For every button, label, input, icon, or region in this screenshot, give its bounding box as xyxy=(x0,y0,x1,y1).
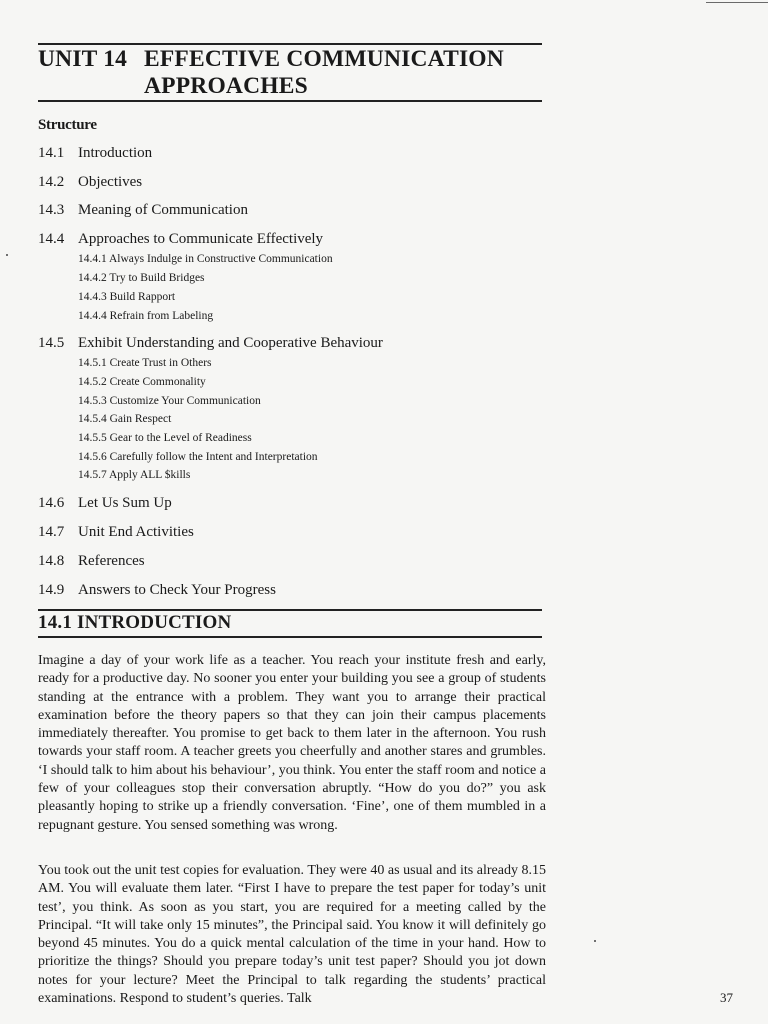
body-paragraph: You took out the unit test copies for evaluation. They were 40 as usual and its already 8.15 AM. You will evaluate them later. “First I have to prepare the test paper for today’s unit test’, you think. As soon as you start, you are required for a meeting called by the Principal. “It will take only 15 minutes”, the Principal said. You know it will definitely go beyond 45 minutes. You do a quick mental calculation of the time in your hand. How to prioritize the things? Should you prepare today’s unit test paper? Should you jot down notes for your lecture? Meet the Principal to talk regarding the students’ practical examinations. Respond to student’s queries. Talk xyxy=(38,863,546,1007)
toc-subitem: 14.5.6 Carefully follow the Intent and Interpretation xyxy=(78,451,318,463)
page-number: 37 xyxy=(720,990,733,1005)
section-heading: 14.1 INTRODUCTION xyxy=(38,612,232,633)
scan-speck xyxy=(6,254,8,256)
toc-item: 14.9 Answers to Check Your Progress xyxy=(38,582,276,598)
toc-item: 14.3 Meaning of Communication xyxy=(38,202,248,218)
section-top-rule xyxy=(38,609,542,611)
toc-subitem: 14.5.5 Gear to the Level of Readiness xyxy=(78,432,252,444)
toc-subitem: 14.4.3 Build Rapport xyxy=(78,291,176,303)
unit-title-line2: APPROACHES xyxy=(144,73,308,99)
unit-title-line1: EFFECTIVE COMMUNICATION xyxy=(144,46,504,72)
toc-item: 14.7 Unit End Activities xyxy=(38,524,194,540)
section-bottom-rule xyxy=(38,636,542,638)
unit-number: UNIT 14 xyxy=(38,46,128,72)
toc-subitem: 14.4.2 Try to Build Bridges xyxy=(78,272,205,284)
unit-title xyxy=(38,46,558,100)
toc-item: 14.1 Introduction xyxy=(38,145,153,161)
title-top-rule xyxy=(38,43,542,45)
toc-item: 14.6 Let Us Sum Up xyxy=(38,495,172,511)
toc-subitem: 14.5.2 Create Commonality xyxy=(78,376,206,388)
toc-subitem: 14.5.1 Create Trust in Others xyxy=(78,357,212,369)
title-bottom-rule xyxy=(38,100,542,102)
toc-subitem: 14.4.1 Always Indulge in Constructive Communication xyxy=(78,253,333,265)
toc-subitem: 14.4.4 Refrain from Labeling xyxy=(78,310,214,322)
toc-subitem: 14.5.7 Apply ALL $kills xyxy=(78,469,191,481)
scan-speck xyxy=(594,940,596,942)
toc-item: 14.8 References xyxy=(38,553,145,569)
toc-subitem: 14.5.3 Customize Your Communication xyxy=(78,395,261,407)
toc-item: 14.5 Exhibit Understanding and Cooperative Behaviour xyxy=(38,335,383,351)
body-paragraph: Imagine a day of your work life as a teacher. You reach your institute fresh and early, ready for a productive day. No sooner you enter your building you see a group of students standing at the entrance with a problem. They want you to arrange their practical examination before the theory papers so that they can join their campus placements immediately thereafter. You promise to get back to them later in the afternoon. You rush towards your staff room. A teacher greets you cheerfully and another stares and grumbles. ‘I should talk to him about his behaviour’, you think. You enter the staff room and notice a few of your colleagues stop their conversation abruptly. “How do you do?” you ask pleasantly hoping to strike up a friendly conversation. ‘Fine’, one of them mumbled in a repugnant gesture. You sensed something was wrong. xyxy=(38,653,546,833)
toc-item: 14.4 Approaches to Communicate Effectively xyxy=(38,231,324,247)
toc-subitem: 14.5.4 Gain Respect xyxy=(78,413,172,425)
structure-heading: Structure xyxy=(38,117,97,133)
corner-rule xyxy=(706,2,768,3)
toc-item: 14.2 Objectives xyxy=(38,174,143,190)
